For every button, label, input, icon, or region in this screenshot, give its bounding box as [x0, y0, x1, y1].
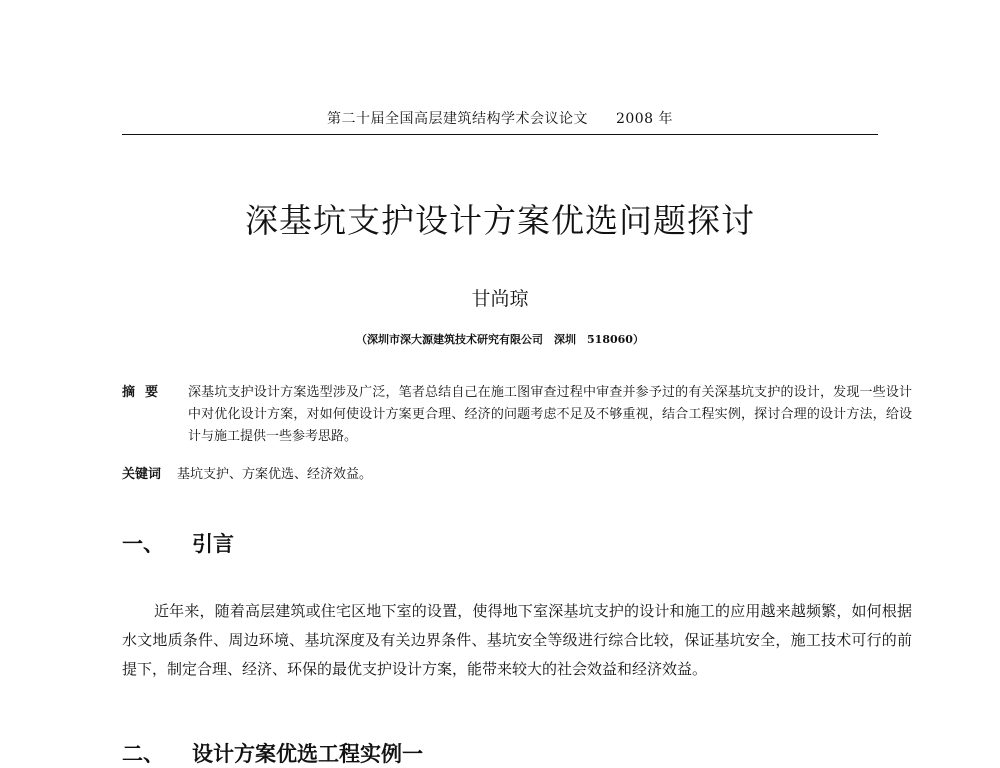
running-header	[122, 108, 878, 128]
conference-name: 第二十届全国高层建筑结构学术会议论文	[326, 111, 588, 127]
header-rule	[122, 134, 878, 135]
conference-year: 2008 年	[615, 111, 674, 127]
paper-title: 深基坑支护设计方案优选问题探讨	[245, 201, 755, 240]
section-number: 一、	[122, 532, 164, 556]
author-name: 甘尚琼	[471, 288, 529, 310]
author-affiliation: （深圳市深大源建筑技术研究有限公司 深圳 518060）	[356, 333, 644, 346]
section-heading-case-study	[122, 738, 423, 768]
section-number: 二、	[122, 742, 164, 766]
section-heading-introduction	[122, 528, 234, 558]
abstract-text: 深基坑支护设计方案选型涉及广泛，笔者总结自己在施工图审查过程中审查并参予过的有关深基坑支护的设计，发现一些设计中对优化设计方案，对如何使设计方案更合理、经济的问题考虑不足及不够重视，结合工程实例，探讨合理的设计方法，给设计与施工提供一些参考思路。	[188, 385, 912, 444]
introduction-paragraph: 近年来，随着高层建筑或住宅区地下室的设置，使得地下室深基坑支护的设计和施工的应用越来越频繁，如何根据水文地质条件、周边环境、基坑深度及有关边界条件、基坑安全等级进行综合比较，保证基坑安全，施工技术可行的前提下，制定合理、经济、环保的最优支护设计方案，能带来较大的社会效益和经济效益。	[122, 602, 912, 678]
section-title: 引言	[192, 532, 234, 556]
keywords	[122, 464, 912, 486]
abstract	[122, 382, 912, 448]
section-title: 设计方案优选工程实例一	[192, 742, 423, 766]
keywords-text: 基坑支护、方案优选、经济效益。	[177, 467, 373, 482]
abstract-label: 摘要	[122, 385, 169, 400]
keywords-label: 关键词	[122, 467, 162, 482]
